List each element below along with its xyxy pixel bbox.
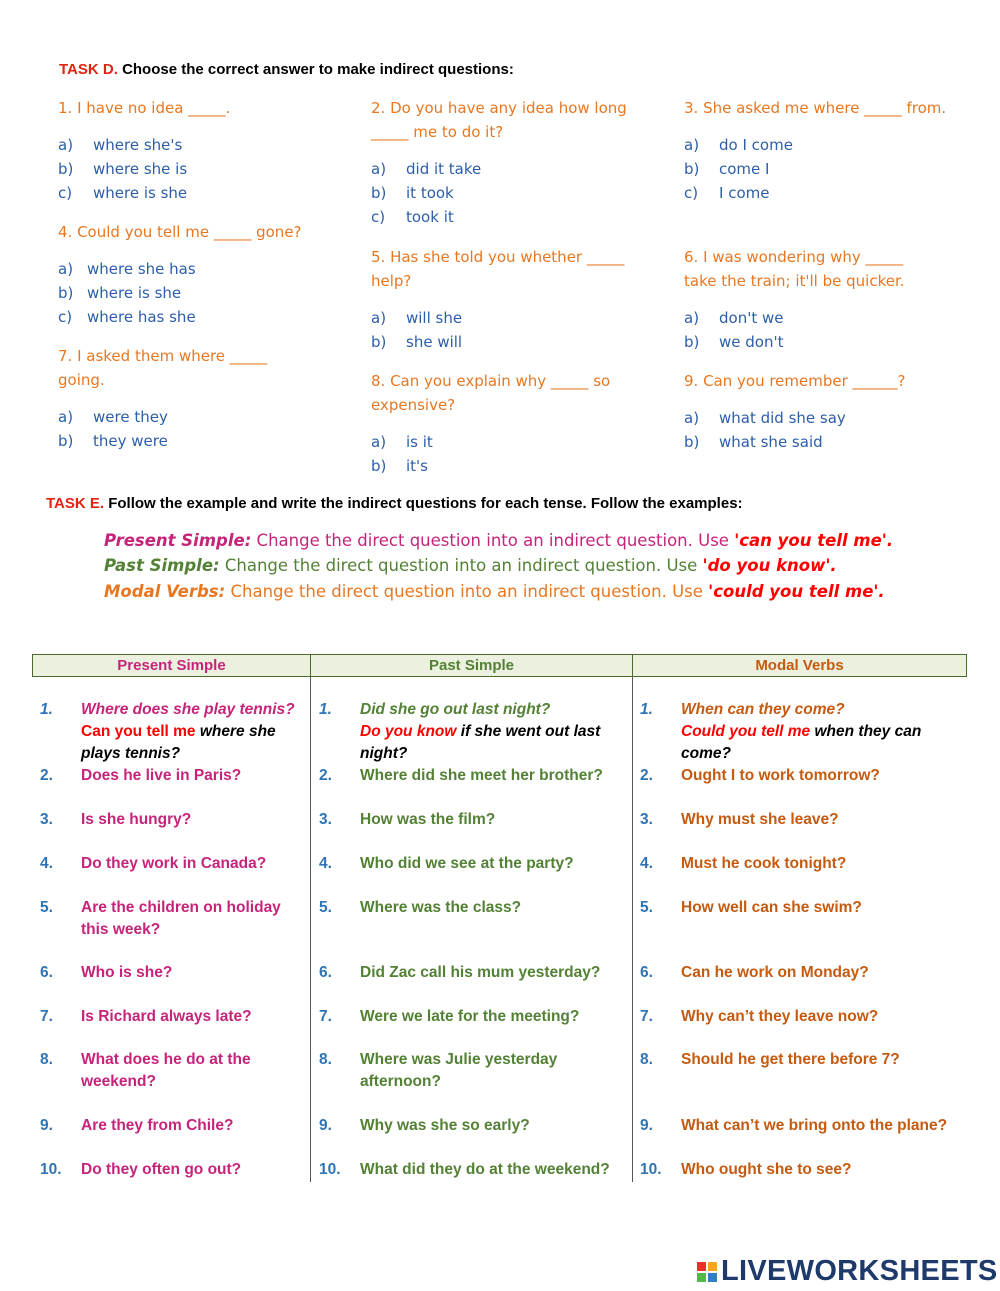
answer-option-a[interactable]: a) is it xyxy=(371,433,433,451)
answer-option-a[interactable]: a) don't we xyxy=(684,309,784,327)
question-stem: 3. She asked me where _____ from. xyxy=(684,99,947,117)
question-6 xyxy=(684,245,924,354)
table-row: 9. What can’t we bring onto the plane? xyxy=(640,1117,948,1134)
logo-text: LIVEWORKSHEETS xyxy=(721,1255,998,1287)
table-row: 10. Who ought she to see? xyxy=(640,1161,852,1178)
table-row: 3. How was the film? xyxy=(319,811,496,828)
instruction-past-simple: Past Simple: Change the direct question into an indirect question. Use 'do you know'. xyxy=(104,556,837,575)
question-stem: 1. I have no idea _____. xyxy=(58,99,231,117)
question-4 xyxy=(58,220,328,329)
header-past-simple: Past Simple xyxy=(311,655,633,677)
header-present-simple: Present Simple xyxy=(33,655,311,677)
question-stem: 7. I asked them where _____ going. xyxy=(58,347,268,389)
instruction-present-simple: Present Simple: Change the direct question into an indirect question. Use 'can you tell me'. xyxy=(104,531,894,550)
example-answer: where she plays tennis? xyxy=(81,723,276,762)
table-row: 5. How well can she swim? xyxy=(640,899,862,916)
question-1 xyxy=(58,96,328,205)
question-stem: 5. Has she told you whether _____ help? xyxy=(371,248,625,290)
answer-option-b[interactable]: b) come I xyxy=(684,160,770,178)
table-row: 4. Who did we see at the party? xyxy=(319,855,574,872)
example-row-present: 1. Where does she play tennis? Can you tell me where she plays tennis? xyxy=(40,701,295,762)
question-5 xyxy=(371,245,641,354)
column-divider xyxy=(310,676,311,1182)
answer-option-b[interactable]: b) we don't xyxy=(684,333,784,351)
answer-option-a[interactable]: a) where she has xyxy=(58,260,196,278)
table-row: 4. Must he cook tonight? xyxy=(640,855,847,872)
answer-option-a[interactable]: a) will she xyxy=(371,309,463,327)
table-row: 8. Should he get there before 7? xyxy=(640,1051,900,1068)
task-d-heading xyxy=(59,61,514,78)
answer-option-a[interactable]: a) were they xyxy=(58,408,168,426)
table-row: 9. Why was she so early? xyxy=(319,1117,530,1134)
example-lead: Can you tell me xyxy=(81,723,196,740)
table-row: 7. Were we late for the meeting? xyxy=(319,1008,580,1025)
table-row: 2. Does he live in Paris? xyxy=(40,767,242,784)
example-question: When can they come? xyxy=(681,701,845,718)
question-9 xyxy=(684,369,954,454)
question-stem: 8. Can you explain why _____ so expensive? xyxy=(371,372,611,414)
example-row-modal: 1. When can they come? Could you tell me when they can come? xyxy=(640,701,922,762)
tense-table xyxy=(32,654,967,677)
question-stem: 9. Can you remember ______? xyxy=(684,372,906,390)
answer-option-b[interactable]: b) it's xyxy=(371,457,428,475)
answer-option-c[interactable]: c) where is she xyxy=(58,184,188,202)
column-divider xyxy=(632,676,633,1182)
task-e-label: TASK E. xyxy=(46,495,105,512)
table-row: 9. Are they from Chile? xyxy=(40,1117,234,1134)
question-8 xyxy=(371,369,626,478)
liveworksheets-logo[interactable] xyxy=(697,1255,998,1288)
answer-option-a[interactable]: a) did it take xyxy=(371,160,482,178)
answer-option-c[interactable]: c) I come xyxy=(684,184,770,202)
table-row: 8. What does he do at the weekend? xyxy=(40,1051,251,1090)
table-row: 6. Did Zac call his mum yesterday? xyxy=(319,964,601,981)
answer-option-c[interactable]: c) where has she xyxy=(58,308,196,326)
task-d-instruction: Choose the correct answer to make indirect questions: xyxy=(122,61,514,78)
instruction-modal-verbs: Modal Verbs: Change the direct question into an indirect question. Use 'could you tell me'. xyxy=(104,582,885,601)
table-row: 8. Where was Julie yesterday afternoon? xyxy=(319,1051,558,1090)
task-d-label: TASK D. xyxy=(59,61,118,78)
example-question: Did she go out last night? xyxy=(360,701,551,718)
logo-icon xyxy=(697,1262,717,1282)
answer-option-b[interactable]: b) they were xyxy=(58,432,168,450)
question-stem: 4. Could you tell me _____ gone? xyxy=(58,223,302,241)
question-2 xyxy=(371,96,641,229)
answer-option-b[interactable]: b) it took xyxy=(371,184,454,202)
table-row: 6. Can he work on Monday? xyxy=(640,964,869,981)
table-row: 4. Do they work in Canada? xyxy=(40,855,267,872)
example-lead: Could you tell me xyxy=(681,723,811,740)
answer-option-a[interactable]: a) do I come xyxy=(684,136,793,154)
answer-option-b[interactable]: b) what she said xyxy=(684,433,823,451)
answer-option-a[interactable]: a) what did she say xyxy=(684,409,846,427)
answer-option-b[interactable]: b) where is she xyxy=(58,284,182,302)
question-3 xyxy=(684,96,954,205)
table-row: 10. Do they often go out? xyxy=(40,1161,242,1178)
answer-option-c[interactable]: c) took it xyxy=(371,208,454,226)
table-row: 3. Is she hungry? xyxy=(40,811,192,828)
example-answer: if she went out last night? xyxy=(360,723,601,762)
answer-option-a[interactable]: a) where she's xyxy=(58,136,183,154)
question-7 xyxy=(58,344,288,453)
example-lead: Do you know xyxy=(360,723,457,740)
table-row: 6. Who is she? xyxy=(40,964,173,981)
table-row: 2. Ought I to work tomorrow? xyxy=(640,767,880,784)
table-row: 2. Where did she meet her brother? xyxy=(319,767,603,784)
table-row: 10. What did they do at the weekend? xyxy=(319,1161,610,1178)
table-row: 7. Is Richard always late? xyxy=(40,1008,252,1025)
example-answer: when they can come? xyxy=(681,723,922,762)
table-row: 5. Are the children on holiday this week? xyxy=(40,899,281,938)
answer-option-b[interactable]: b) where she is xyxy=(58,160,188,178)
question-stem: 6. I was wondering why _____ take the train; it'll be quicker. xyxy=(684,248,905,290)
task-e-heading xyxy=(46,495,743,512)
answer-option-b[interactable]: b) she will xyxy=(371,333,463,351)
table-row: 7. Why can’t they leave now? xyxy=(640,1008,879,1025)
example-row-past: 1. Did she go out last night? Do you know if she went out last night? xyxy=(319,701,601,762)
table-row: 5. Where was the class? xyxy=(319,899,522,916)
header-modal-verbs: Modal Verbs xyxy=(633,655,967,677)
table-row: 3. Why must she leave? xyxy=(640,811,839,828)
question-stem: 2. Do you have any idea how long _____ me to do it? xyxy=(371,99,627,141)
task-e-instruction: Follow the example and write the indirect questions for each tense. Follow the examples: xyxy=(108,495,743,512)
example-question: Where does she play tennis? xyxy=(81,701,295,718)
